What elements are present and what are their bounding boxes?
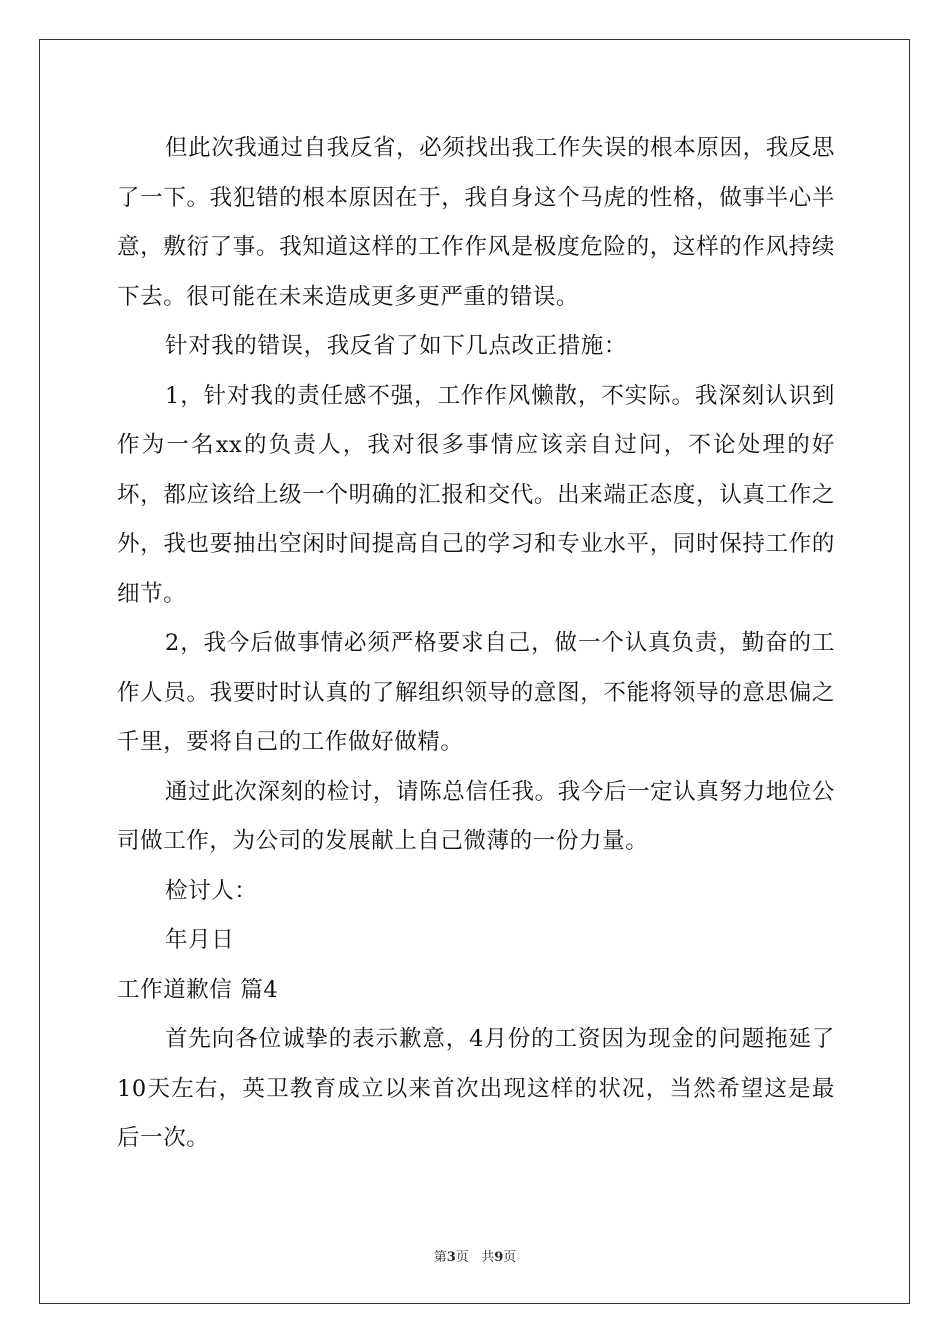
section-heading: 工作道歉信 篇4 [117,976,279,1003]
footer-total-suffix: 页 [503,1250,517,1265]
paragraph-measure-2: 2，我今后做事情必须严格要求自己，做一个认真负责，勤奋的工作人员。我要时时认真的了解组织领导的意图，不能将领导的意思偏之千里，要将自己的工作做好做精。 [117,630,835,755]
document-body [117,124,835,1164]
footer-current-page: 3 [446,1250,456,1265]
footer-page-suffix: 页 [455,1250,469,1265]
paragraph-closing: 通过此次深刻的检讨，请陈总信任我。我今后一定认真努力地位公司做工作，为公司的发展献上自己微薄的一份力量。 [117,778,835,854]
paragraph-reflection: 但此次我通过自我反省，必须找出我工作失误的根本原因，我反思了一下。我犯错的根本原因在于，我自身这个马虎的性格，做事半心半意，敷衍了事。我知道这样的工作作风是极度危险的，这样的作风持续下去。很可能在未来造成更多更严重的错误。 [117,135,835,310]
paragraph-measures-intro: 针对我的错误，我反省了如下几点改正措施： [165,333,628,359]
footer-prefix: 第 [433,1250,447,1265]
footer-total-prefix: 共 [481,1250,495,1265]
footer-total-pages: 9 [494,1250,504,1265]
page-footer [0,1246,950,1265]
paragraph-measure-1: 1，针对我的责任感不强，工作作风懒散，不实际。我深刻认识到作为一名xx的负责人，我对很多事情应该亲自过问，不论处理的好坏，都应该给上级一个明确的汇报和交代。出来端正态度，认真工作之外，我也要抽出空闲时间提高自己的学习和专业水平，同时保持工作的细节。 [117,382,835,607]
date-line: 年月日 [165,927,235,953]
paragraph-apology: 首先向各位诚挚的表示歉意，4月份的工资因为现金的问题拖延了10天左右，英卫教育成立以来首次出现这样的状况，当然希望这是最后一次。 [117,1026,835,1151]
signature-label: 检讨人： [165,877,258,904]
